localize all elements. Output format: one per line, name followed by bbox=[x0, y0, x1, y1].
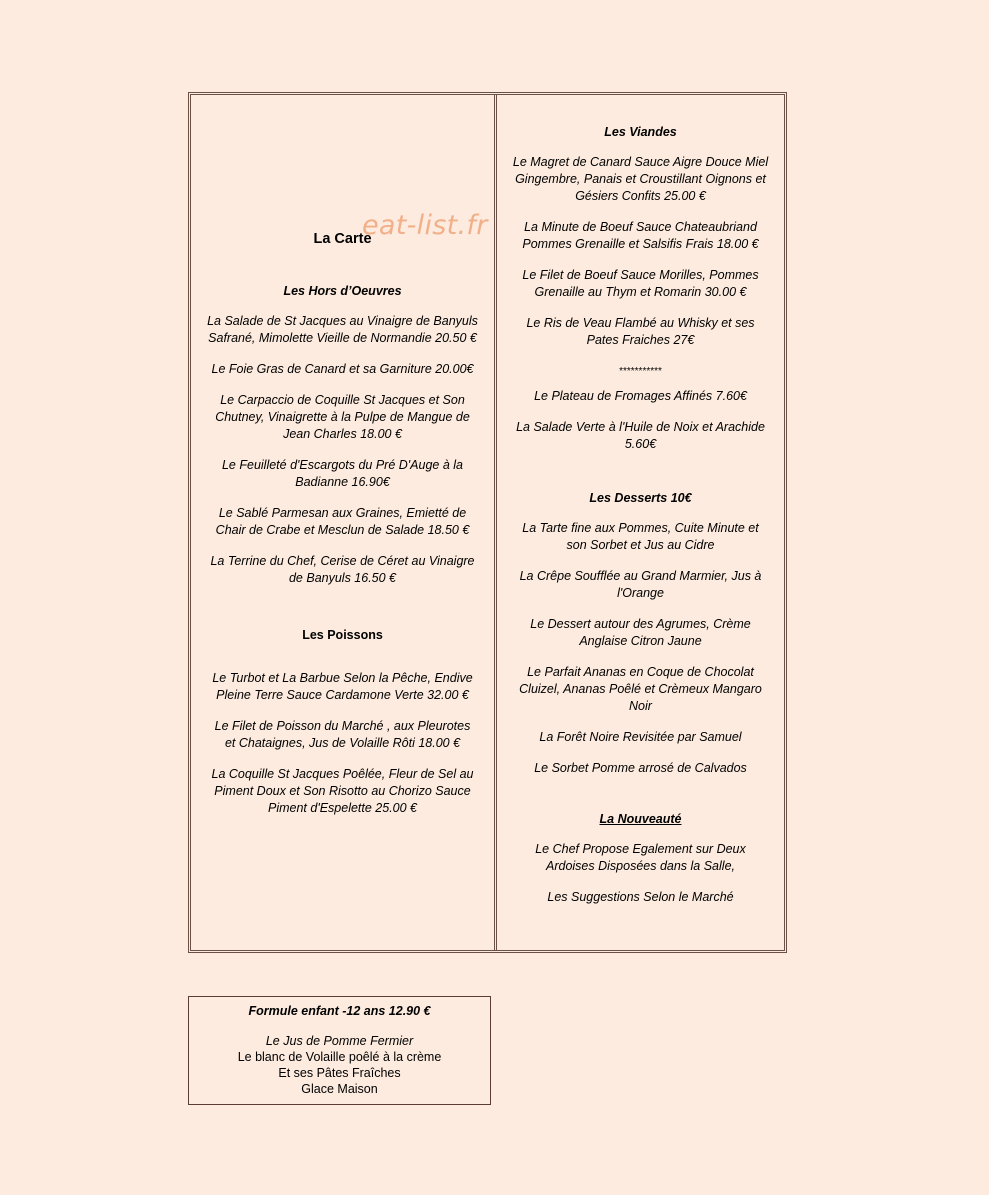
menu-item-line: Le Filet de Poisson du Marché , aux Pleurotes bbox=[214, 719, 471, 733]
menu-item-line: Cluizel, Ananas Poêlé et Crèmeux Mangaro bbox=[519, 682, 762, 696]
menu-item-line: Les Suggestions Selon le Marché bbox=[547, 890, 734, 904]
menu-item-line: Pleine Terre Sauce Cardamone Verte 32.00 € bbox=[216, 688, 469, 702]
menu-item bbox=[199, 766, 486, 817]
menu-item-line: Noir bbox=[629, 699, 652, 713]
menu-item bbox=[199, 670, 486, 704]
formule-enfant-line: Et ses Pâtes Fraîches bbox=[278, 1066, 401, 1080]
nouveaute-list bbox=[505, 841, 776, 906]
menu-item bbox=[199, 392, 486, 443]
menu-item-line: La Minute de Boeuf Sauce Chateaubriand bbox=[524, 220, 757, 234]
menu-item-line: Pommes Grenaille et Salsifis Frais 18.00 € bbox=[522, 237, 759, 251]
menu-item-line: Le Sablé Parmesan aux Graines, Emietté de bbox=[218, 506, 467, 520]
cheese-list bbox=[505, 388, 776, 453]
menu-item-line: Le Sorbet Pomme arrosé de Calvados bbox=[534, 761, 747, 775]
carte-title: La Carte bbox=[313, 231, 372, 247]
menu-item-line: et Chataignes, Jus de Volaille Rôti 18.00 € bbox=[224, 736, 461, 750]
menu-item-line: La Salade Verte à l'Huile de Noix et Arachide bbox=[516, 420, 765, 434]
menu-item bbox=[505, 419, 776, 453]
menu-item bbox=[505, 520, 776, 554]
menu-item-line: Gingembre, Panais et Croustillant Oignons et bbox=[515, 172, 766, 186]
menu-item-line: Le Turbot et La Barbue Selon la Pêche, Endive bbox=[212, 671, 473, 685]
section-title-desserts: Les Desserts 10€ bbox=[589, 491, 692, 505]
menu-item-line: Safrané, Mimolette Vieille de Normandie 20.50 € bbox=[208, 331, 477, 345]
menu-item bbox=[505, 760, 776, 777]
hors-doeuvres-list bbox=[199, 313, 486, 587]
menu-item-line: Piment Doux et Son Risotto au Chorizo Sauce bbox=[214, 784, 471, 798]
section-title-nouveaute: La Nouveauté bbox=[599, 812, 682, 826]
menu-item-line: La Terrine du Chef, Cerise de Céret au Vinaigre bbox=[210, 554, 475, 568]
section-title-hors-doeuvres: Les Hors d’Oeuvres bbox=[283, 284, 402, 298]
menu-item bbox=[505, 154, 776, 205]
formule-enfant-line: Le blanc de Volaille poêlé à la crème bbox=[237, 1050, 442, 1064]
menu-item-line: La Coquille St Jacques Poêlée, Fleur de Sel au bbox=[211, 767, 474, 781]
menu-item bbox=[505, 664, 776, 715]
menu-item bbox=[505, 568, 776, 602]
watermark-logo: eat-list.fr bbox=[362, 210, 488, 241]
desserts-list bbox=[505, 520, 776, 777]
menu-item-line: Gésiers Confits 25.00 € bbox=[575, 189, 706, 203]
menu-item bbox=[505, 267, 776, 301]
menu-item-line: Ardoises Disposées dans la Salle, bbox=[546, 859, 735, 873]
menu-item-line: La Forêt Noire Revisitée par Samuel bbox=[539, 730, 742, 744]
section-title-viandes: Les Viandes bbox=[604, 125, 677, 139]
menu-item-line: 5.60€ bbox=[624, 437, 657, 451]
menu-item-line: son Sorbet et Jus au Cidre bbox=[566, 538, 715, 552]
menu-item-line: La Crêpe Soufflée au Grand Marmier, Jus à bbox=[519, 569, 762, 583]
viandes-list bbox=[505, 154, 776, 349]
menu-item bbox=[505, 388, 776, 405]
menu-item bbox=[199, 553, 486, 587]
menu-item-line: Le Magret de Canard Sauce Aigre Douce Miel bbox=[512, 155, 769, 169]
menu-item-line: Chair de Crabe et Mesclun de Salade 18.50 € bbox=[215, 523, 470, 537]
menu-item bbox=[199, 505, 486, 539]
menu-item-line: Le Ris de Veau Flambé au Whisky et ses bbox=[526, 316, 755, 330]
menu-item bbox=[505, 219, 776, 253]
menu-item-line: La Tarte fine aux Pommes, Cuite Minute et bbox=[522, 521, 759, 535]
menu-item-line: Chutney, Vinaigrette à la Pulpe de Mangue de bbox=[215, 410, 470, 424]
menu-item bbox=[199, 718, 486, 752]
poissons-list bbox=[199, 670, 486, 817]
menu-item bbox=[505, 889, 776, 906]
menu-item-line: La Salade de St Jacques au Vinaigre de Banyuls bbox=[207, 314, 478, 328]
formule-enfant-title: Formule enfant -12 ans 12.90 € bbox=[248, 1004, 431, 1018]
menu-item bbox=[199, 457, 486, 491]
menu-item-line: Grenaille au Thym et Romarin 30.00 € bbox=[534, 285, 747, 299]
menu-item bbox=[505, 729, 776, 746]
menu-item bbox=[505, 841, 776, 875]
menu-item-line: Le Chef Propose Egalement sur Deux bbox=[535, 842, 746, 856]
menu-item-line: Pates Fraiches 27€ bbox=[586, 333, 695, 347]
separator: *********** bbox=[619, 366, 662, 377]
menu-item-line: Le Foie Gras de Canard et sa Garniture 20.00€ bbox=[211, 362, 474, 376]
menu-item-line: Le Feuilleté d'Escargots du Pré D'Auge à la bbox=[221, 458, 464, 472]
formule-enfant-line: Glace Maison bbox=[301, 1082, 378, 1096]
menu-item-line: l'Orange bbox=[617, 586, 664, 600]
menu-item bbox=[505, 616, 776, 650]
menu-item-line: Le Dessert autour des Agrumes, Crème bbox=[530, 617, 751, 631]
menu-item-line: Le Plateau de Fromages Affinés 7.60€ bbox=[534, 389, 747, 403]
menu-item-line: Le Carpaccio de Coquille St Jacques et Son bbox=[220, 393, 465, 407]
menu-item-line: Piment d'Espelette 25.00 € bbox=[267, 801, 417, 815]
menu-item-line: de Banyuls 16.50 € bbox=[288, 571, 397, 585]
menu-item-line: Jean Charles 18.00 € bbox=[283, 427, 402, 441]
formule-enfant-line: Le Jus de Pomme Fermier bbox=[265, 1034, 414, 1048]
menu-item-line: Le Filet de Boeuf Sauce Morilles, Pommes bbox=[522, 268, 759, 282]
menu-column-right bbox=[497, 95, 784, 950]
menu-item bbox=[505, 315, 776, 349]
menu-item bbox=[199, 313, 486, 347]
menu-item-line: Badianne 16.90€ bbox=[295, 475, 390, 489]
section-title-poissons: Les Poissons bbox=[302, 628, 383, 642]
formule-enfant-box bbox=[188, 996, 491, 1105]
menu-item-line: Anglaise Citron Jaune bbox=[579, 634, 702, 648]
menu-item-line: Le Parfait Ananas en Coque de Chocolat bbox=[527, 665, 754, 679]
menu-item bbox=[199, 361, 486, 378]
formule-enfant-list bbox=[189, 1033, 490, 1097]
